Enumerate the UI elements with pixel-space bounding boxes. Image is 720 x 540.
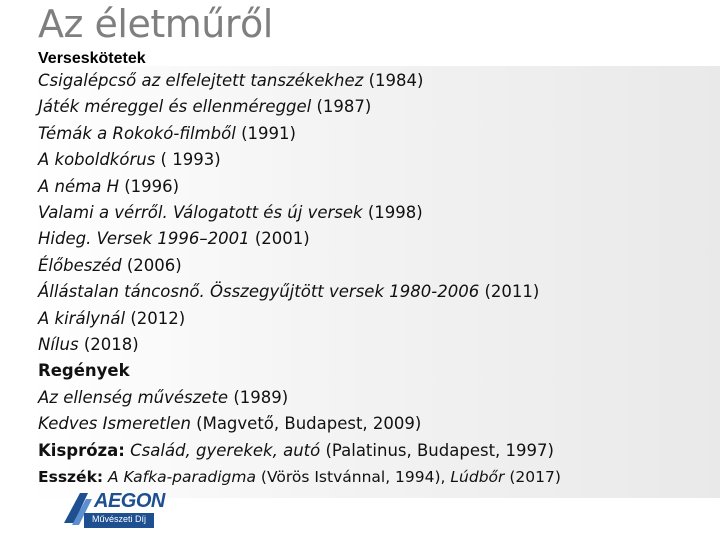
logo-subtitle: Művészeti Díj [92,514,147,524]
section-heading-poetry: Verseskötetek [38,50,146,67]
work-title: A Kafka-paradigma [103,468,256,487]
work-title: Család, gyerekek, autó [124,440,321,460]
work-title: A koboldkórus [38,150,156,170]
poetry-item [38,94,708,120]
short-prose-item [38,438,708,464]
section-heading-novels: Regények [38,361,130,381]
essays-label: Esszék: [38,468,104,487]
work-year: (2001) [249,229,310,249]
poetry-item [38,121,708,147]
work-title: Lúdbőr [450,468,505,487]
poetry-item [38,174,708,200]
work-title: Témák a Rokokó-filmből [38,123,236,143]
poetry-item [38,200,708,226]
work-title: Élőbeszéd [38,255,122,275]
logo-wordmark: AEGON [94,490,165,512]
work-year: (1991) [235,123,296,143]
aegon-logo [64,489,165,529]
work-year: (1987) [311,97,372,117]
page-title: Az életműről [38,2,273,46]
work-info: (Vörös Istvánnal, 1994), [255,468,451,487]
work-year: (2006) [121,255,182,275]
work-title: Állástalan táncosnő. Összegyűjtött versek 1980-2006 [38,282,480,302]
essays-item [38,464,708,490]
work-year: (2011) [479,282,540,302]
poetry-item [38,253,708,279]
work-year: (2018) [78,335,139,355]
work-title: Kedves Ismeretlen [38,414,191,434]
work-title: Csigalépcső az elfelejtett tanszékekhez [38,71,364,90]
work-year: ( 1993) [155,150,221,170]
poetry-item [38,147,708,173]
work-info: (Magvető, Budapest, 2009) [190,414,422,434]
work-year: (1996) [118,176,180,196]
poetry-item [38,68,708,94]
work-year: (2012) [125,308,186,328]
poetry-item [38,279,708,305]
poetry-item [38,306,708,332]
work-title: Nílus [38,335,79,355]
work-title: Valami a vérről. Válogatott és új versek [38,203,363,223]
works-list [38,68,708,491]
work-year: (1989) [228,387,289,407]
work-title: Hideg. Versek 1996–2001 [38,229,250,249]
work-title: A néma H [38,176,119,196]
work-year: (1998) [362,203,423,223]
poetry-item [38,332,708,358]
novel-item [38,411,708,437]
novel-item [38,385,708,411]
poetry-item [38,226,708,252]
work-year: (2017) [504,468,561,487]
work-title: Az ellenség művészete [38,387,229,407]
short-prose-label: Kispróza: [38,440,125,460]
work-year: (1984) [363,71,424,90]
work-title: A királynál [38,308,126,328]
work-info: (Palatinus, Budapest, 1997) [320,440,554,460]
work-title: Játék méreggel és ellenméreggel [38,97,312,117]
